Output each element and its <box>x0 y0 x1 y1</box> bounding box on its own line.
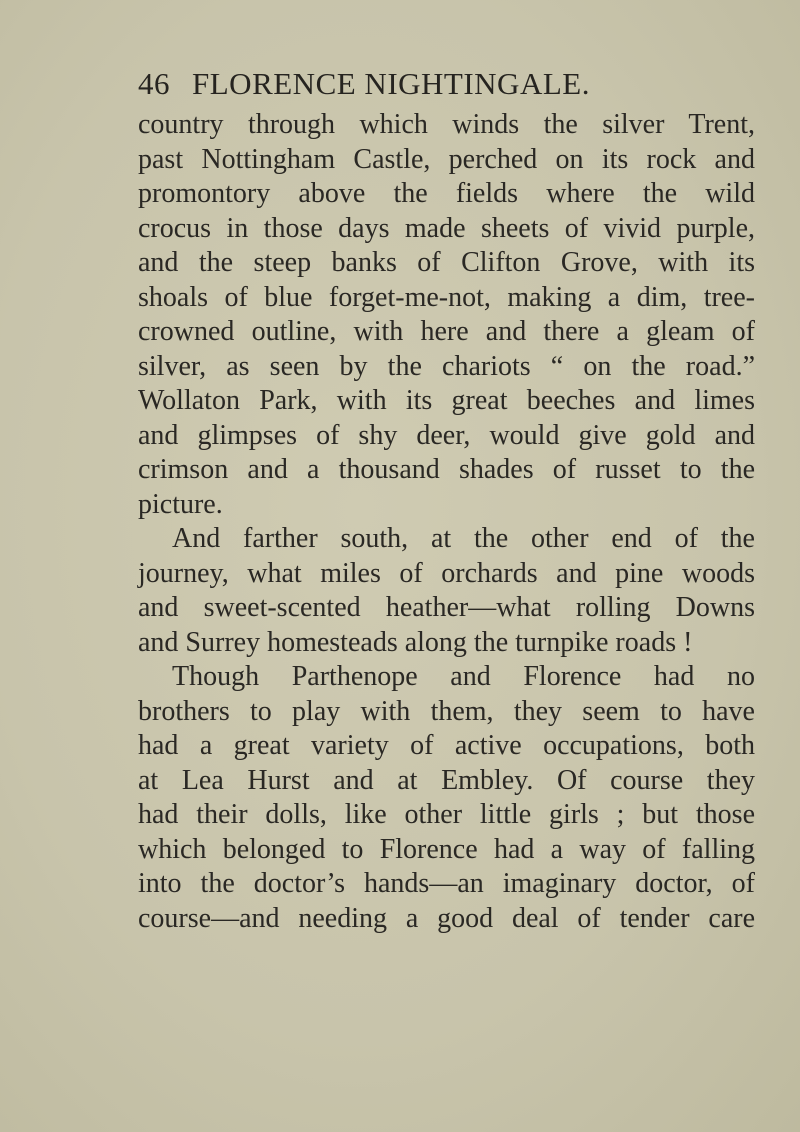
text-line: and glimpses of shy deer, would give gold and <box>138 419 755 451</box>
text-line: crowned outline, with here and there a gleam of <box>138 316 755 347</box>
text-line: which belonged to Florence had a way of falling <box>138 833 755 865</box>
text-line: shoals of blue forget-me-not, making a dim, tree- <box>138 281 755 313</box>
text-line: and sweet-scented heather—what rolling Downs <box>138 592 755 623</box>
text-line: past Nottingham Castle, perched on its rock and <box>138 143 755 175</box>
text-line: silver, as seen by the chariots “ on the road.” <box>138 350 755 382</box>
text-line: journey, what miles of orchards and pine woods <box>138 557 755 589</box>
text-line: course—and needing a good deal of tender care <box>138 902 755 934</box>
text-line: had a great variety of active occupations, both <box>138 730 755 761</box>
text-line: crimson and a thousand shades of russet to the <box>138 454 755 485</box>
text-line: and the steep banks of Clifton Grove, with its <box>138 247 755 278</box>
text-line: and Surrey homesteads along the turnpike roads ! <box>138 626 693 658</box>
text-line: at Lea Hurst and at Embley. Of course they <box>138 764 755 796</box>
page-number: 46 <box>138 66 170 101</box>
running-title: FLORENCE NIGHTINGALE. <box>192 66 590 101</box>
text-line: picture. <box>138 488 223 520</box>
text-line: into the doctor’s hands—an imaginary doctor, of <box>138 868 755 899</box>
text-line: promontory above the fields where the wild <box>138 178 755 209</box>
body-text <box>138 108 755 936</box>
running-head <box>138 66 658 110</box>
text-line: brothers to play with them, they seem to have <box>138 695 755 727</box>
text-line: country through which winds the silver Trent, <box>138 109 755 140</box>
text-line: Though Parthenope and Florence had no <box>172 661 755 692</box>
text-line: crocus in those days made sheets of vivid purple, <box>138 212 755 244</box>
text-line: And farther south, at the other end of the <box>172 523 755 554</box>
text-line: had their dolls, like other little girls ; but those <box>138 799 755 830</box>
text-line: Wollaton Park, with its great beeches and limes <box>138 385 755 416</box>
